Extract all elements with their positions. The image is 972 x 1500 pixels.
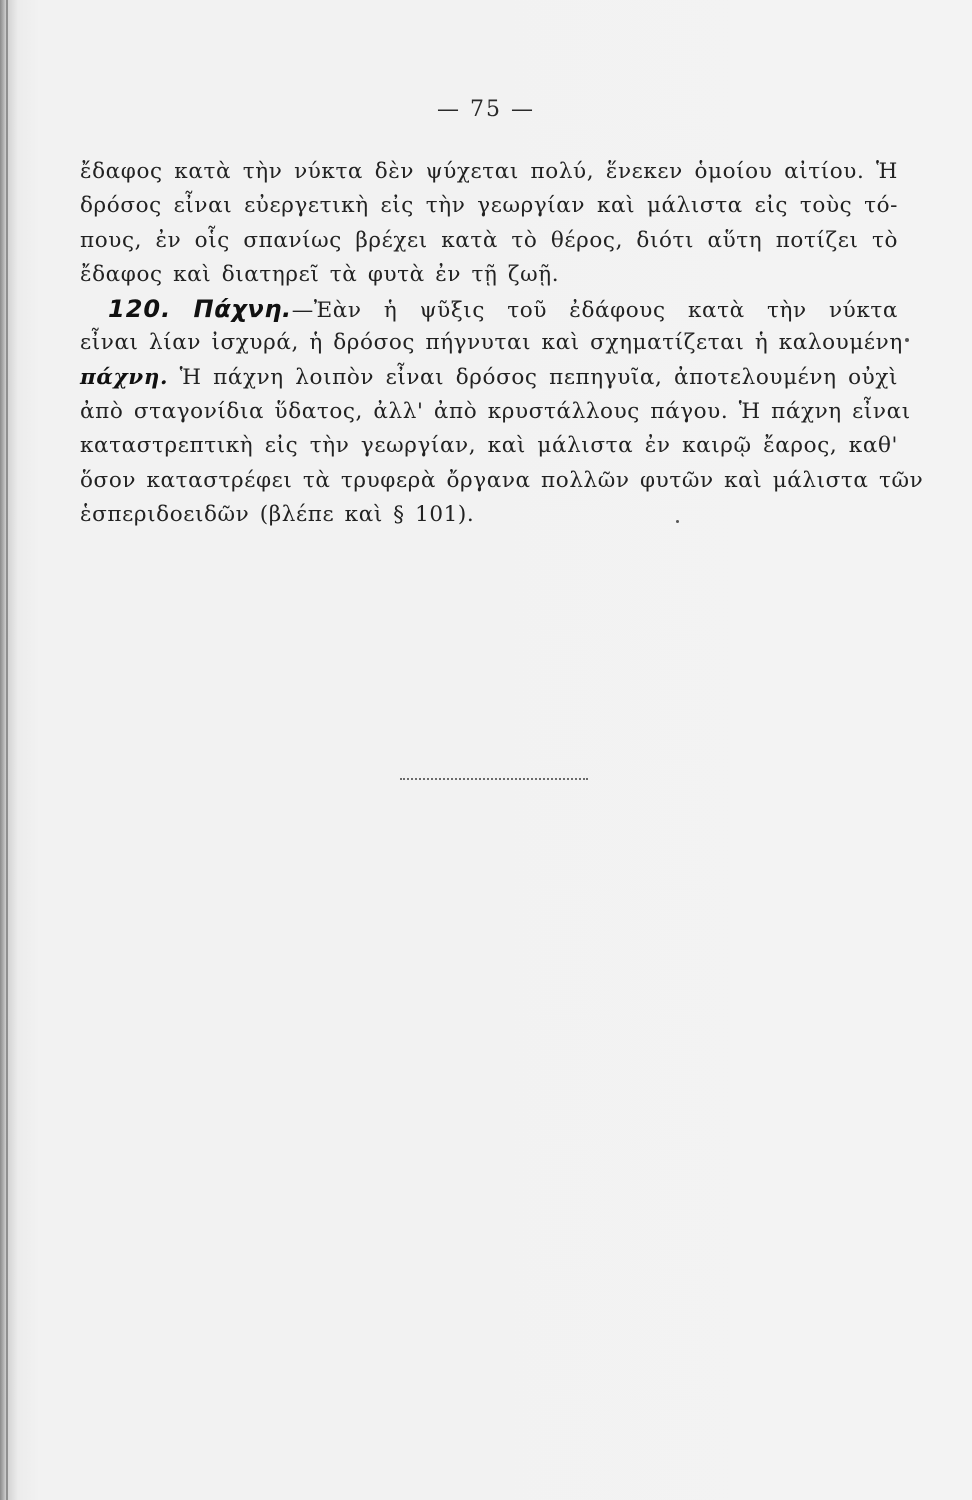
section-line: ἑσπεριδοειδῶν (βλέπε καὶ § 101). [80, 501, 475, 527]
paragraph-line: δρόσος εἶναι εὐεργετικὴ εἰς τὴν γεωργίαν καὶ μάλιστα εἰς τοὺς τό- [80, 193, 898, 219]
page-binding-edge [6, 0, 8, 1500]
section-heading-line [80, 292, 898, 326]
section-line-text: —Ἐὰν ἡ ψῦξις τοῦ ἐδάφους κατὰ τὴν νύκτα [291, 298, 898, 324]
section-number: 120. [108, 295, 172, 324]
defined-term: πάχνη. [80, 364, 169, 390]
section-title: Πάχνη. [193, 295, 292, 324]
section-line: ἀπὸ σταγονίδια ὕδατος, ἀλλ' ἀπὸ κρυστάλλους πάγου. Ἡ πάχνη εἶναι [80, 399, 911, 425]
paragraph-line: ἔδαφος κατὰ τὴν νύκτα δὲν ψύχεται πολύ, ἕνεκεν ὁμοίου αἰτίου. Ἡ [80, 159, 898, 184]
section-line [80, 361, 898, 395]
section-line: εἶναι λίαν ἰσχυρά, ἡ δρόσος πήγνυται καὶ σχηματίζεται ἡ καλουμένη [80, 330, 903, 356]
section-line-text: Ἡ πάχνη λοιπὸν εἶναι δρόσος πεπηγυῖα, ἀποτελουμένη οὐχὶ [168, 364, 898, 390]
paper-speck [905, 338, 909, 342]
paragraph-line: πους, ἐν οἷς σπανίως βρέχει κατὰ τὸ θέρος, διότι αὕτη ποτίζει τὸ [80, 227, 898, 253]
section-line: καταστρεπτικὴ εἰς τὴν γεωργίαν, καὶ μάλιστα ἐν καιρῷ ἔαρος, καθ' [80, 433, 898, 459]
paper-speck [676, 520, 679, 523]
page-number: — 75 — [437, 97, 535, 122]
section-divider [400, 778, 588, 780]
section-line: ὅσον καταστρέφει τὰ τρυφερὰ ὄργανα πολλῶν φυτῶν καὶ μάλιστα τῶν [80, 467, 924, 493]
paragraph-line: ἔδαφος καὶ διατηρεῖ τὰ φυτὰ ἐν τῇ ζωῇ. [80, 261, 560, 287]
body-text [80, 155, 924, 532]
